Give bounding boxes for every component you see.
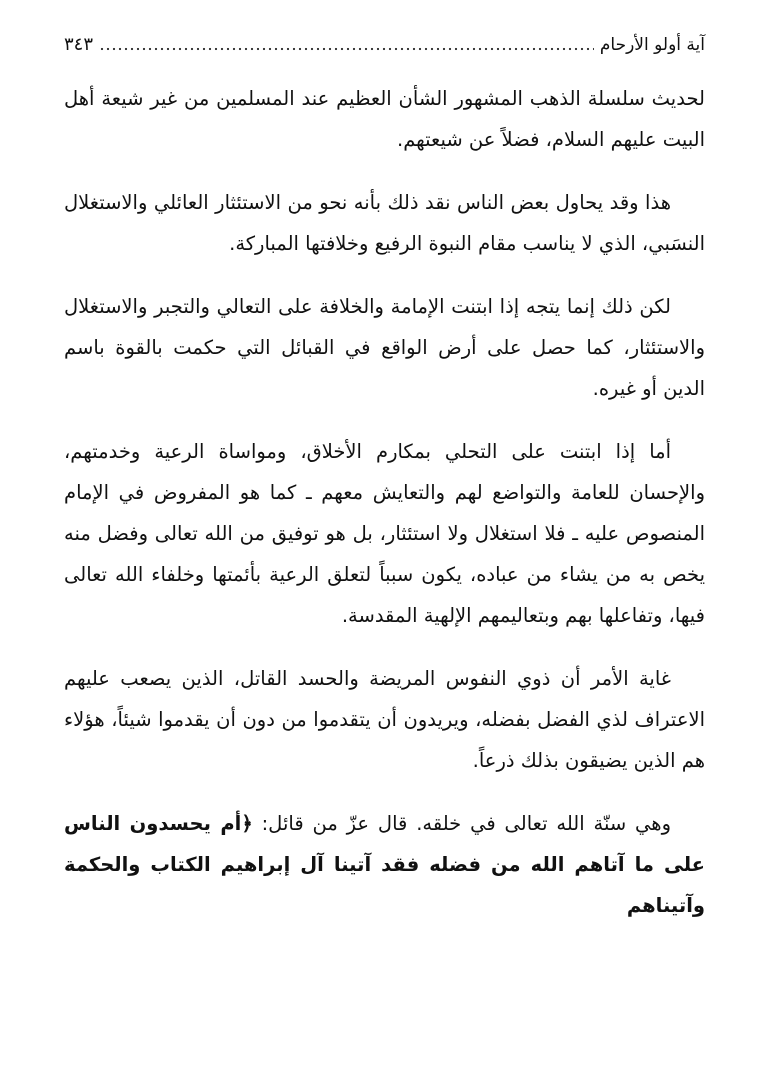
running-title: آية أولو الأرحام [599,35,705,55]
paragraph-with-quran-verse [64,803,705,926]
verse-intro: وهي سنّة الله تعالى في خلقه. قال عزّ من قائل: [252,812,671,835]
quran-verse: ﴿أم يحسدون الناس على ما آتاهم الله من فضله فقد آتينا آل إبراهيم الكتاب والحكمة وآتيناهم [64,812,705,917]
paragraph: أما إذا ابتنت على التحلي بمكارم الأخلاق، ومواساة الرعية وخدمتهم، والإحسان للعامة والتواضع لهم والتعايش معهم ـ كما هو المفروض في الإمام المنصوص عليه ـ فلا استغلال ولا استئثار، بل هو توفيق من الله تعالى وفضل منه يخص به من يشاء من عباده، يكون سبباً لتعلق الرعية بأئمتها وخلفاء الله تعالى فيها، وتفاعلها بهم وبتعاليمهم الإلهية المقدسة. [64,440,705,627]
page-number: ٣٤٣ [64,34,94,55]
dotted-leader [99,30,594,60]
page-header [64,30,705,60]
paragraph: غاية الأمر أن ذوي النفوس المريضة والحسد القاتل، الذين يصعب عليهم الاعتراف لذي الفضل بفضله، ويريدون أن يتقدموا من دون أن يقدموا شيئاً، هؤلاء هم الذين يضيقون بذلك ذرعاً. [64,667,705,772]
paragraph: هذا وقد يحاول بعض الناس نقد ذلك بأنه نحو من الاستئثار العائلي والاستغلال النسَبي، الذي لا يناسب مقام النبوة الرفيع وخلافتها المباركة. [64,191,705,255]
paragraph: لكن ذلك إنما يتجه إذا ابتنت الإمامة والخلافة على التعالي والتجبر والاستغلال والاستئثار، كما حصل على أرض الواقع في القبائل التي حكمت بالقوة باسم الدين أو غيره. [64,295,705,400]
paragraph-continuation: لحديث سلسلة الذهب المشهور الشأن العظيم عند المسلمين من غير شيعة أهل البيت عليهم السلام، فضلاً عن شيعتهم. [64,87,705,151]
page-body [64,78,705,926]
